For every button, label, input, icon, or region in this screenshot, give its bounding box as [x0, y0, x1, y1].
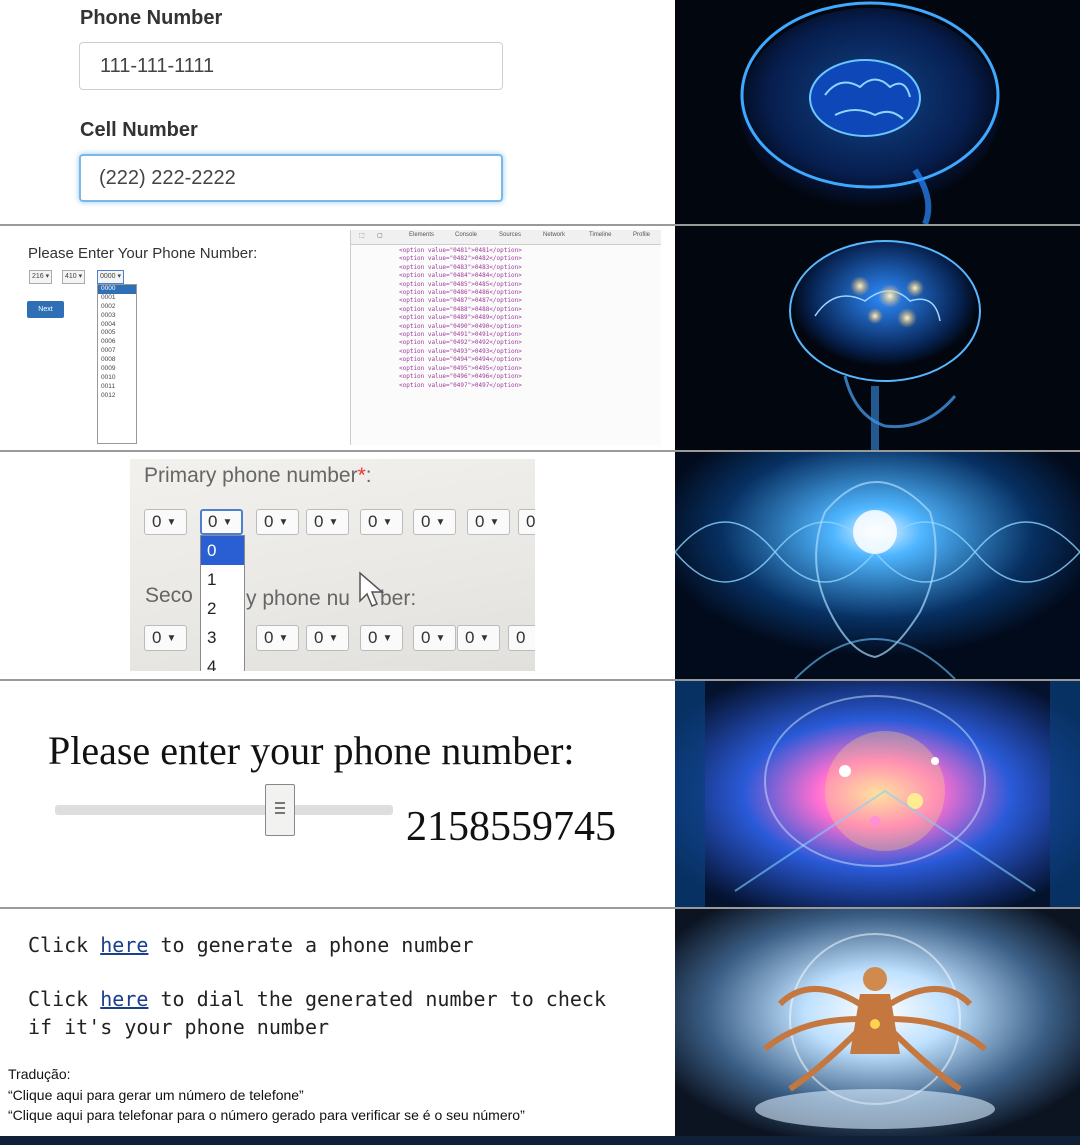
- translation-heading: Tradução:: [8, 1066, 71, 1082]
- digit-select[interactable]: [360, 625, 403, 651]
- cosmic-brain-illustration: [675, 681, 1080, 907]
- caret-down-icon: ▼: [489, 517, 500, 528]
- option-item[interactable]: 0007: [101, 347, 116, 355]
- tab-timeline[interactable]: Timeline: [589, 232, 612, 238]
- dial-line-post: to dial the generated number to check: [148, 987, 606, 1011]
- digit-dropdowns-photo: [130, 459, 535, 671]
- area-code-select[interactable]: 216 ▾: [29, 270, 52, 284]
- digit-value: 0: [208, 512, 218, 531]
- option-item[interactable]: 0001: [101, 293, 116, 301]
- digit-select[interactable]: [467, 509, 510, 535]
- code-line[interactable]: <option value="0495">0495</option>: [399, 364, 522, 372]
- tab-elements[interactable]: Elements: [409, 232, 435, 238]
- caret-down-icon: ▼: [166, 633, 177, 644]
- code-line[interactable]: <option value="0496">0496</option>: [399, 373, 522, 381]
- option-item[interactable]: 0000: [98, 285, 136, 294]
- phone-prompt-title: Please Enter Your Phone Number:: [28, 245, 258, 262]
- option-item[interactable]: 0006: [101, 338, 116, 346]
- digit-value: 0: [368, 512, 378, 531]
- secondary-phone-label-end: ber:: [380, 587, 417, 610]
- tab-network[interactable]: Network: [543, 232, 566, 238]
- primary-phone-label: [144, 464, 372, 488]
- brain-image-1: [675, 0, 1080, 224]
- option-item[interactable]: 0002: [101, 302, 116, 310]
- prefix-select[interactable]: 410 ▾: [62, 270, 85, 284]
- option-item[interactable]: 0011: [101, 382, 115, 390]
- primary-phone-label-text: Primary phone number: [144, 464, 358, 487]
- slider-value: 2158559745: [406, 804, 616, 850]
- digit-select[interactable]: [360, 509, 403, 535]
- brain-image-3: [675, 452, 1080, 679]
- dropdown-option[interactable]: 1: [207, 570, 217, 589]
- digit-dropdown-list[interactable]: [200, 535, 245, 671]
- phone-number-input[interactable]: 111-111-1111: [79, 42, 503, 90]
- generate-line: [28, 933, 474, 957]
- panel-slider: [0, 681, 675, 907]
- digit-value: 0: [526, 512, 535, 531]
- digit-select[interactable]: [306, 509, 349, 535]
- phone-slider-thumb[interactable]: [265, 784, 295, 836]
- translation-line-2: “Clique aqui para telefonar para o número gerado para verificar se é o seu número”: [8, 1107, 525, 1123]
- dial-line: [28, 987, 606, 1011]
- digit-value: 0: [421, 628, 431, 647]
- digit-value: 0: [368, 628, 378, 647]
- cell-number-label: Cell Number: [80, 119, 198, 141]
- code-line[interactable]: <option value="0481">0481</option>: [399, 247, 522, 254]
- code-line[interactable]: <option value="0490">0490</option>: [399, 322, 522, 330]
- line-number-options[interactable]: [97, 284, 137, 444]
- code-line[interactable]: <option value="0484">0484</option>: [399, 272, 522, 280]
- digit-value: 0: [465, 628, 475, 647]
- dial-line-continued: if it's your phone number: [28, 1015, 330, 1039]
- secondary-phone-label-left: Seco: [145, 584, 193, 607]
- option-item[interactable]: 0004: [101, 320, 116, 328]
- brain-image-5: [675, 909, 1080, 1136]
- code-line[interactable]: <option value="0492">0492</option>: [399, 339, 522, 347]
- required-asterisk: *: [357, 464, 366, 487]
- digit-select[interactable]: [256, 509, 299, 535]
- brain-image-2: [675, 226, 1080, 450]
- code-line[interactable]: <option value="0487">0487</option>: [399, 297, 522, 305]
- digit-value: 0: [314, 628, 324, 647]
- digit-select[interactable]: [144, 509, 187, 535]
- dropdown-option[interactable]: 2: [207, 599, 217, 618]
- dropdown-option[interactable]: 0: [201, 536, 244, 565]
- digit-select[interactable]: [413, 509, 456, 535]
- generate-here-link[interactable]: here: [100, 933, 149, 957]
- digit-select-partial[interactable]: [518, 509, 535, 535]
- tab-profiles[interactable]: Profile: [633, 232, 651, 238]
- next-button[interactable]: Next: [27, 301, 64, 318]
- code-line[interactable]: <option value="0493">0493</option>: [399, 347, 522, 355]
- glowing-brain-illustration: [675, 226, 1080, 450]
- dial-line-pre: Click: [28, 987, 101, 1011]
- generate-line-pre: Click: [28, 933, 101, 957]
- digit-select[interactable]: [413, 625, 456, 651]
- code-line[interactable]: <option value="0488">0488</option>: [399, 305, 522, 313]
- generate-line-post: to generate a phone number: [148, 933, 474, 957]
- code-line[interactable]: <option value="0483">0483</option>: [399, 263, 522, 271]
- caret-down-icon: ▼: [328, 517, 339, 528]
- digit-value: 0: [516, 628, 526, 647]
- digit-value: 0: [152, 512, 162, 531]
- devtools-tabbar: [351, 230, 661, 245]
- enlightened-figure-illustration: [675, 909, 1080, 1136]
- tab-sources[interactable]: Sources: [499, 232, 522, 238]
- code-line[interactable]: <option value="0489">0489</option>: [399, 314, 522, 322]
- line-number-select[interactable]: 0000 ▾: [97, 270, 124, 284]
- translation-line-1: “Clique aqui para gerar um número de telefone”: [8, 1087, 304, 1103]
- code-line[interactable]: <option value="0482">0482</option>: [399, 255, 522, 263]
- digit-select[interactable]: [306, 625, 349, 651]
- digit-select-open[interactable]: [200, 509, 243, 535]
- digit-value: 0: [475, 512, 485, 531]
- caret-down-icon: ▼: [278, 517, 289, 528]
- caret-down-icon: ▼: [328, 633, 339, 644]
- digit-select[interactable]: [457, 625, 500, 651]
- code-line[interactable]: <option value="0497">0497</option>: [399, 381, 522, 389]
- option-item[interactable]: 0005: [101, 329, 116, 337]
- inspect-icon[interactable]: ⬚: [359, 233, 365, 239]
- panel-basic-inputs: [0, 0, 675, 224]
- tab-console[interactable]: Console: [455, 232, 478, 238]
- device-icon[interactable]: ▢: [377, 233, 383, 239]
- digit-value: 0: [421, 512, 431, 531]
- digit-value: 0: [264, 628, 274, 647]
- caret-down-icon: ▼: [278, 633, 289, 644]
- code-line[interactable]: <option value="0494">0494</option>: [399, 356, 522, 364]
- label-colon: :: [365, 464, 372, 487]
- phone-slider-track[interactable]: [55, 805, 393, 815]
- code-line[interactable]: <option value="0491">0491</option>: [399, 331, 522, 339]
- digit-select[interactable]: [256, 625, 299, 651]
- secondary-phone-label-middle: y phone nu: [246, 587, 350, 610]
- dial-here-link[interactable]: here: [100, 987, 149, 1011]
- caret-down-icon: ▼: [435, 633, 446, 644]
- caret-down-icon: ▼: [435, 517, 446, 528]
- dropdown-option[interactable]: 3: [207, 628, 217, 647]
- caret-down-icon: ▼: [166, 517, 177, 528]
- caret-down-icon: ▼: [222, 517, 233, 528]
- option-item[interactable]: 0010: [101, 373, 116, 381]
- option-item[interactable]: 0009: [101, 365, 116, 373]
- radiant-head-illustration: [675, 452, 1080, 679]
- digit-value: 0: [314, 512, 324, 531]
- digit-value: 0: [152, 628, 162, 647]
- digit-select[interactable]: [144, 625, 187, 651]
- bottom-bar: [0, 1136, 1080, 1145]
- digit-select-partial[interactable]: [508, 625, 535, 651]
- small-brain-illustration: [675, 0, 1080, 224]
- caret-down-icon: ▼: [479, 633, 490, 644]
- option-item[interactable]: 0012: [101, 391, 116, 399]
- dropdown-option[interactable]: 4: [207, 657, 217, 671]
- code-line[interactable]: <option value="0485">0485</option>: [399, 280, 522, 288]
- digit-value: 0: [264, 512, 274, 531]
- devtools-panel: [350, 230, 661, 445]
- dom-tree-code: [351, 245, 661, 390]
- caret-down-icon: ▼: [382, 517, 393, 528]
- brain-image-4: [675, 681, 1080, 907]
- mouse-cursor-icon: [358, 571, 392, 611]
- option-item[interactable]: 0003: [101, 311, 116, 319]
- caret-down-icon: ▼: [382, 633, 393, 644]
- slider-prompt-title: Please enter your phone number:: [48, 728, 575, 773]
- phone-number-label: Phone Number: [80, 7, 223, 29]
- cell-number-input[interactable]: (222) 222-2222: [79, 154, 503, 202]
- option-item[interactable]: 0008: [101, 356, 116, 364]
- code-line[interactable]: <option value="0486">0486</option>: [399, 289, 522, 297]
